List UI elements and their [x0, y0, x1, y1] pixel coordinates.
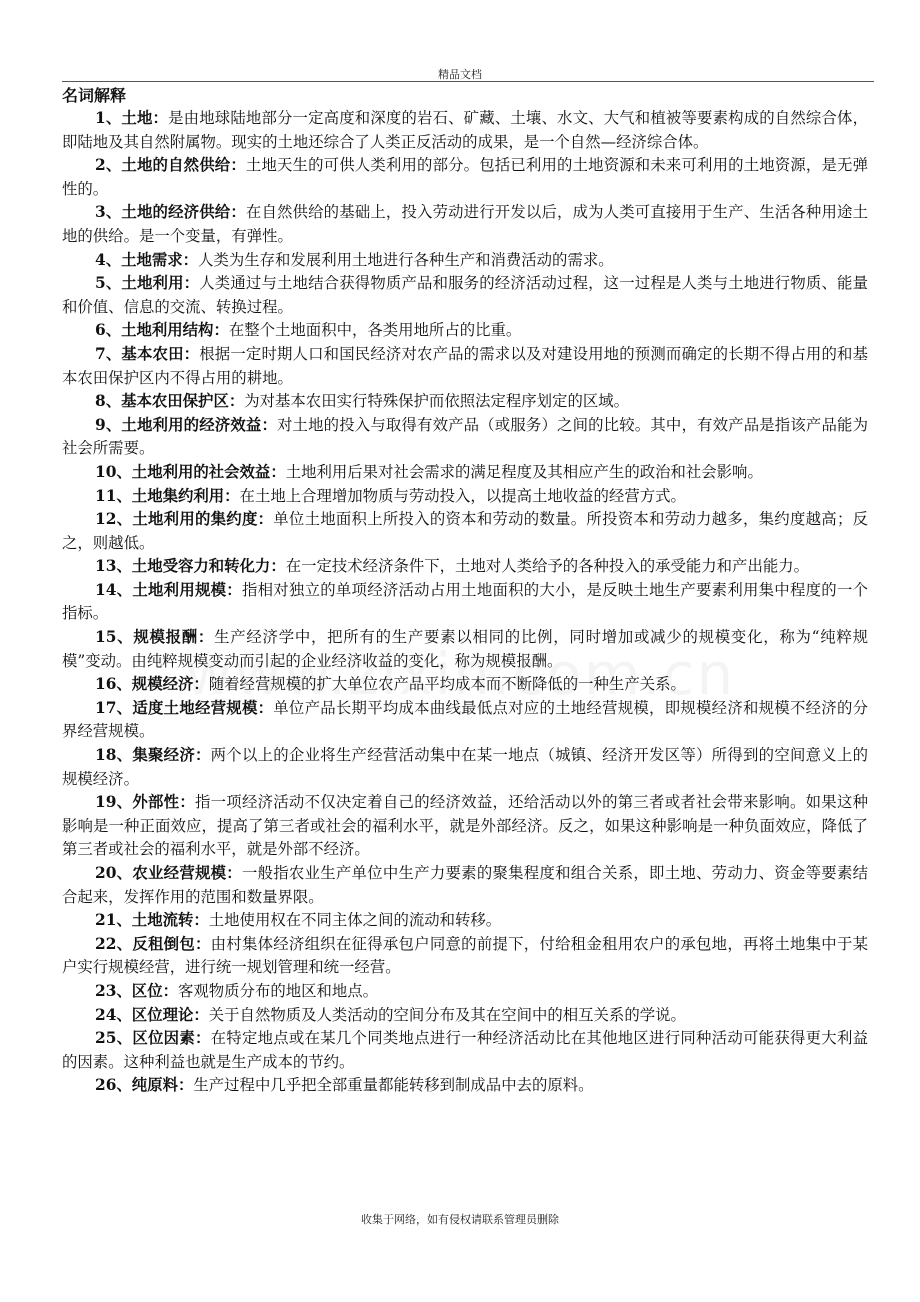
definition-entry: [62, 390, 868, 414]
definition-text: 随着经营规模的扩大单位农产品平均成本而不断降低的一种生产关系。: [208, 675, 686, 694]
definition-text: 关于自然物质及人类活动的空间分布及其在空间中的相互关系的学说。: [208, 1005, 686, 1024]
definition-text: 是由地球陆地部分一定高度和深度的岩石、矿藏、土壤、水文、大气和植被等要素构成的自然综合体，即陆地及其自然附属物。现实的土地还综合了人类正反活动的成果，是一个自然—经济综合体。: [62, 109, 868, 151]
definition-text: 一般指农业生产单位中生产力要素的聚集程度和组合关系，即土地、劳动力、资金等要素结合起来，发挥作用的范围和数量界限。: [62, 864, 868, 906]
definition-term: 9、土地利用的经济效益：: [95, 415, 277, 434]
page-header: 精品文档: [438, 68, 482, 81]
definition-entry: [62, 791, 868, 862]
definition-entry: [62, 201, 868, 248]
definition-entry: [62, 1004, 868, 1028]
definition-text: 在土地上合理增加物质与劳动投入，以提高土地收益的经营方式。: [239, 486, 686, 505]
definition-entry: [62, 579, 868, 626]
definition-term: 3、土地的经济供给：: [95, 203, 246, 222]
definition-text: 根据一定时期人口和国民经济对农产品的需求以及对建设用地的预测而确定的长期不得占用的和基本农田保护区内不得占用的耕地。: [62, 344, 868, 387]
definition-entry: [62, 343, 868, 390]
definition-text: 生产过程中几乎把全部重量都能转移到制成品中去的原料。: [193, 1076, 594, 1095]
definition-term: 2、土地的自然供给：: [95, 156, 246, 175]
definition-term: 13、土地受容力和转化力：: [95, 557, 286, 576]
definition-term: 16、规模经济：: [95, 675, 209, 694]
definition-text: 由村集体经济组织在征得承包户同意的前提下，付给租金租用农户的承包地，再将土地集中于某户实行规模经营，进行统一规划管理和统一经营。: [62, 934, 868, 977]
definition-entry: [62, 508, 868, 555]
definition-entry: [62, 485, 868, 509]
definition-entry: [62, 249, 868, 273]
definition-text: 在特定地点或在某几个同类地点进行一种经济活动比在其他地区进行同种活动可能获得更大利益的因素。这种利益也就是生产成本的节约。: [62, 1029, 868, 1071]
definition-entry: [62, 272, 868, 319]
definition-term: 6、土地利用结构：: [95, 321, 229, 340]
definition-entry: [62, 1027, 868, 1074]
definition-term: 10、土地利用的社会效益：: [95, 462, 286, 481]
definition-term: 25、区位因素：: [95, 1029, 211, 1048]
definition-term: 11、土地集约利用：: [95, 486, 240, 505]
definition-text: 对土地的投入与取得有效产品（或服务）之间的比较。其中，有效产品是指该产品能为社会所需要。: [62, 415, 868, 458]
definition-text: 指一项经济活动不仅决定着自己的经济效益，还给活动以外的第三者或者社会带来影响。如果这种影响是一种正面效应，提高了第三者或社会的福利水平，就是外部经济。反之，如果这种影响是一种负面效应，降低了第三者或社会的福利水平，就是外部不经济。: [62, 793, 868, 859]
definition-term: 8、基本农田保护区：: [95, 392, 245, 411]
definition-text: 客观物质分布的地区和地点。: [177, 981, 379, 1000]
definition-text: 为对基本农田实行特殊保护而依照法定程序划定的区域。: [244, 392, 630, 411]
definition-text: 人类为生存和发展利用土地进行各种生产和消费活动的需求。: [198, 250, 614, 269]
definition-entry: [62, 555, 868, 579]
definition-text: 人类通过与土地结合获得物质产品和服务的经济活动过程，这一过程是人类与土地进行物质、能量和价值、信息的交流、转换过程。: [62, 274, 868, 316]
definition-term: 20、农业经营规模：: [95, 864, 242, 882]
definition-text: 土地利用后果对社会需求的满足程度及其相应产生的政治和社会影响。: [285, 462, 763, 481]
definition-entry: [62, 107, 868, 154]
definition-text: 指相对独立的单项经济活动占用土地面积的大小，是反映土地生产要素利用集中程度的一个指标。: [62, 580, 868, 623]
definition-term: 5、土地利用：: [95, 274, 200, 293]
definition-entry: [62, 461, 868, 485]
definition-text: 在整个土地面积中，各类用地所占的比重。: [228, 321, 522, 340]
definition-term: 22、反租倒包：: [95, 934, 211, 953]
definition-term: 7、基本农田：: [95, 344, 200, 363]
definition-text: 土地使用权在不同主体之间的流动和转移。: [208, 911, 502, 930]
definition-text: 生产经济学中，把所有的生产要素以相同的比例，同时增加或减少的规模变化，称为“纯粹规模”变动。由纯粹规模变动而引起的企业经济收益的变化，称为规模报酬。: [62, 628, 868, 670]
definition-entry: [62, 414, 868, 461]
definition-text: 土地天生的可供人类利用的部分。包括已利用的土地资源和未来可利用的土地资源，是无弹性的。: [62, 156, 868, 198]
header-divider: [62, 81, 874, 82]
definition-entry: [62, 862, 868, 909]
definition-entry: [62, 1074, 868, 1098]
section-title: 名词解释: [62, 86, 127, 105]
definition-text: 单位土地面积上所投入的资本和劳动的数量。所投资本和劳动力越多，集约度越高；反之，则越低。: [62, 510, 868, 552]
definition-text: 在自然供给的基础上，投入劳动进行开发以后，成为人类可直接用于生产、生活各种用途土地的供给。是一个变量，有弹性。: [62, 203, 868, 245]
definition-term: 12、土地利用的集约度：: [95, 510, 274, 529]
definition-term: 26、纯原料：: [95, 1076, 194, 1095]
definition-term: 23、区位：: [95, 981, 178, 1000]
definition-entry: [62, 909, 868, 933]
definition-text: 在一定技术经济条件下，土地对人类给予的各种投入的承受能力和产出能力。: [285, 557, 810, 576]
definition-term: 18、集聚经济：: [95, 746, 211, 765]
document-body: [62, 84, 868, 1098]
definition-entry: [62, 744, 868, 791]
page-footer: 收集于网络，如有侵权请联系管理员删除: [361, 1213, 559, 1226]
definition-entry: [62, 319, 868, 343]
definition-term: 17、适度土地经营规模：: [95, 698, 274, 717]
definition-term: 14、土地利用规模：: [95, 580, 242, 599]
definition-term: 15、规模报酬：: [95, 628, 215, 647]
definition-term: 1、土地：: [95, 109, 169, 127]
definition-entry: [62, 933, 868, 980]
definition-entry: [62, 673, 868, 697]
definition-term: 4、土地需求：: [95, 250, 199, 269]
definition-text: 两个以上的企业将生产经营活动集中在某一地点（城镇、经济开发区等）所得到的空间意义上的规模经济。: [62, 746, 868, 788]
definition-list: [62, 107, 868, 1098]
definition-term: 19、外部性：: [95, 793, 195, 812]
definition-entry: [62, 626, 868, 673]
definition-term: 21、土地流转：: [95, 911, 209, 930]
definition-entry: [62, 980, 868, 1004]
definition-entry: [62, 697, 868, 744]
definition-entry: [62, 154, 868, 201]
definition-text: 单位产品长期平均成本曲线最低点对应的土地经营规模，即规模经济和规模不经济的分界经营规模。: [62, 698, 868, 741]
definition-term: 24、区位理论：: [95, 1005, 209, 1024]
